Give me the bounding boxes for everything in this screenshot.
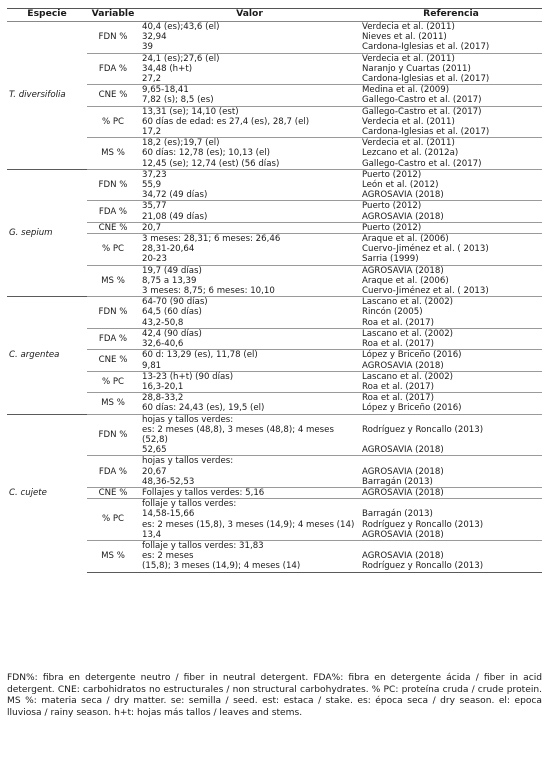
value-line: 28,8-33,2 xyxy=(142,393,184,404)
variable-label: FDA % xyxy=(87,53,139,85)
table-row xyxy=(7,540,542,572)
value-line: 19,7 (49 días) xyxy=(142,265,202,276)
value-line: 60 días: 12,78 (es); 10,13 (el) xyxy=(142,148,271,159)
reference-line: Lezcano et al. (2012a) xyxy=(362,148,459,159)
variable-label: FDN % xyxy=(87,414,139,456)
reference-cell xyxy=(360,222,542,233)
value-line: 21,08 (49 días) xyxy=(142,211,208,222)
reference-line: Naranjo y Cuartas (2011) xyxy=(362,63,471,74)
value-cell xyxy=(139,371,360,392)
reference-line: León et al. (2012) xyxy=(362,180,439,191)
reference-line: Lascano et al. (2002) xyxy=(362,371,454,382)
value-line: es: 2 meses (15,8), 3 meses (14,9); 4 meses (14) xyxy=(142,519,355,530)
variable-label: % PC xyxy=(87,371,139,392)
value-line: es: 2 meses xyxy=(142,551,194,562)
reference-line: López y Briceño (2016) xyxy=(362,350,462,361)
reference-line: Araque et al. (2006) xyxy=(362,234,449,245)
value-cell xyxy=(139,201,360,222)
value-line: es: 2 meses (48,8), 3 meses (48,8); 4 meses (52,8) xyxy=(142,424,334,445)
value-line: 48,36-52,53 xyxy=(142,476,195,487)
reference-cell xyxy=(360,456,542,488)
value-line: 28,31-20,64 xyxy=(142,244,195,255)
species-name: C. cujete xyxy=(7,414,87,572)
value-line: 34,48 (h+t) xyxy=(142,63,193,74)
value-cell xyxy=(139,138,360,170)
reference-line xyxy=(362,499,542,509)
reference-line: Rincón (2005) xyxy=(362,307,423,318)
value-cell xyxy=(139,456,360,488)
value-line: 60 d: 13,29 (es), 11,78 (el) xyxy=(142,350,258,361)
reference-cell xyxy=(360,328,542,349)
reference-line: Nieves et al. (2011) xyxy=(362,32,447,43)
table-row xyxy=(7,138,542,170)
value-line: 24,1 (es);27,6 (el) xyxy=(142,53,220,64)
value-line: 20,67 xyxy=(142,466,167,477)
value-cell xyxy=(139,22,360,54)
reference-cell xyxy=(360,201,542,222)
reference-cell xyxy=(360,106,542,138)
table-row xyxy=(7,106,542,138)
reference-line: Cuervo-Jiménez et al. ( 2013) xyxy=(362,244,489,255)
reference-line: Medina et al. (2009) xyxy=(362,85,450,96)
header-row xyxy=(7,9,542,22)
value-cell xyxy=(139,169,360,201)
variable-label: FDA % xyxy=(87,328,139,349)
reference-line: Puerto (2012) xyxy=(362,222,422,233)
value-line: 60 días: 24,43 (es), 19,5 (el) xyxy=(142,403,265,414)
value-line: 42,4 (90 días) xyxy=(142,328,202,339)
value-line: 32,94 xyxy=(142,32,167,43)
reference-line xyxy=(362,415,542,425)
reference-line: Lascano et al. (2002) xyxy=(362,328,454,339)
reference-line: AGROSAVIA (2018) xyxy=(362,466,444,477)
header-valor: Valor xyxy=(139,9,360,22)
reference-cell xyxy=(360,53,542,85)
reference-line: Cardona-Iglesias et al. (2017) xyxy=(362,42,490,53)
species-name: G. sepium xyxy=(7,169,87,296)
value-line: follaje y tallos verdes: xyxy=(142,499,237,510)
value-line: 16,3-20,1 xyxy=(142,381,184,392)
reference-line: AGROSAVIA (2018) xyxy=(362,529,444,540)
table-row xyxy=(7,201,542,222)
reference-cell xyxy=(360,393,542,414)
header-referencia: Referencia xyxy=(360,9,542,22)
value-line: 20-23 xyxy=(142,254,167,265)
value-line: 3 meses: 28,31; 6 meses: 26,46 xyxy=(142,234,281,245)
reference-line: Rodríguez y Roncallo (2013) xyxy=(362,561,484,572)
table-row xyxy=(7,85,542,106)
value-line: (15,8); 3 meses (14,9); 4 meses (14) xyxy=(142,561,301,572)
table-row xyxy=(7,265,542,297)
variable-label: % PC xyxy=(87,499,139,541)
forage-composition-table xyxy=(7,8,542,573)
reference-cell xyxy=(360,297,542,329)
value-line: 60 días de edad: es 27,4 (es), 28,7 (el) xyxy=(142,116,310,127)
value-line: 43,2-50,8 xyxy=(142,317,184,328)
value-line: 35,77 xyxy=(142,201,167,212)
value-cell xyxy=(139,393,360,414)
reference-line: Barragán (2013) xyxy=(362,509,433,520)
value-line: 64-70 (90 días) xyxy=(142,297,208,308)
value-cell xyxy=(139,234,360,266)
reference-cell xyxy=(360,371,542,392)
reference-line: Rodríguez y Roncallo (2013) xyxy=(362,519,484,530)
reference-line: Cuervo-Jiménez et al. ( 2013) xyxy=(362,286,489,297)
value-cell xyxy=(139,414,360,456)
variable-label: CNE % xyxy=(87,487,139,498)
reference-cell xyxy=(360,169,542,201)
reference-line: Gallego-Castro et al. (2017) xyxy=(362,95,482,106)
table-row xyxy=(7,414,542,456)
value-line: 7,82 (s); 8,5 (es) xyxy=(142,95,214,106)
value-line: Follajes y tallos verdes: 5,16 xyxy=(142,487,265,498)
value-line: 18,2 (es);19,7 (el) xyxy=(142,138,220,149)
table-row xyxy=(7,371,542,392)
reference-line: AGROSAVIA (2018) xyxy=(362,190,444,201)
reference-line: Gallego-Castro et al. (2017) xyxy=(362,158,482,169)
reference-cell xyxy=(360,540,542,572)
value-line: follaje y tallos verdes: 31,83 xyxy=(142,540,264,551)
table-row xyxy=(7,22,542,54)
value-line: 17,2 xyxy=(142,127,162,138)
reference-line: Roa et al. (2017) xyxy=(362,339,434,350)
reference-line: Verdecia et al. (2011) xyxy=(362,138,455,149)
value-line: 13,4 xyxy=(142,529,162,540)
value-line: 52,65 xyxy=(142,445,167,456)
value-cell xyxy=(139,265,360,297)
reference-line: Verdecia et al. (2011) xyxy=(362,22,455,32)
reference-cell xyxy=(360,350,542,371)
reference-line xyxy=(362,541,542,551)
table-row xyxy=(7,234,542,266)
reference-line: Barragán (2013) xyxy=(362,476,433,487)
header-variable: Variable xyxy=(87,9,139,22)
species-name: C. argentea xyxy=(7,297,87,414)
species-name: T. diversifolia xyxy=(7,22,87,170)
reference-line: Cardona-Iglesias et al. (2017) xyxy=(362,127,490,138)
value-line: 34,72 (49 días) xyxy=(142,190,208,201)
value-line: 14,58-15,66 xyxy=(142,509,195,520)
reference-cell xyxy=(360,414,542,456)
value-line: 37,23 xyxy=(142,169,167,180)
reference-line xyxy=(362,435,542,445)
variable-label: FDA % xyxy=(87,201,139,222)
table-row xyxy=(7,393,542,414)
reference-line xyxy=(362,456,542,466)
reference-line: Verdecia et al. (2011) xyxy=(362,53,455,64)
reference-line: AGROSAVIA (2018) xyxy=(362,445,444,456)
value-line: 9,65-18,41 xyxy=(142,85,189,96)
value-cell xyxy=(139,106,360,138)
table-row xyxy=(7,487,542,498)
value-line: 55,9 xyxy=(142,180,162,191)
reference-line: AGROSAVIA (2018) xyxy=(362,551,444,562)
reference-line: Cardona-Iglesias et al. (2017) xyxy=(362,74,490,85)
reference-line: Verdecia et al. (2011) xyxy=(362,116,455,127)
reference-line: AGROSAVIA (2018) xyxy=(362,487,444,498)
value-line: hojas y tallos verdes: xyxy=(142,414,234,425)
value-cell xyxy=(139,499,360,541)
reference-cell xyxy=(360,85,542,106)
reference-line: Rodríguez y Roncallo (2013) xyxy=(362,424,484,435)
reference-cell xyxy=(360,487,542,498)
reference-line: Roa et al. (2017) xyxy=(362,381,434,392)
table-row xyxy=(7,328,542,349)
variable-label: MS % xyxy=(87,138,139,170)
value-line: 39 xyxy=(142,42,153,53)
reference-cell xyxy=(360,234,542,266)
value-cell xyxy=(139,297,360,329)
variable-label: MS % xyxy=(87,540,139,572)
reference-cell xyxy=(360,265,542,297)
reference-line: Lascano et al. (2002) xyxy=(362,297,454,308)
table-row xyxy=(7,350,542,371)
value-line: 32,6-40,6 xyxy=(142,339,184,350)
value-cell xyxy=(139,85,360,106)
reference-line: Puerto (2012) xyxy=(362,169,422,180)
variable-label: FDA % xyxy=(87,456,139,488)
value-cell xyxy=(139,328,360,349)
table-row xyxy=(7,456,542,488)
variable-label: FDN % xyxy=(87,22,139,54)
variable-label: % PC xyxy=(87,234,139,266)
reference-line: Araque et al. (2006) xyxy=(362,275,449,286)
value-line: 40,4 (es);43,6 (el) xyxy=(142,22,220,32)
table-row xyxy=(7,169,542,201)
value-line: 3 meses: 8,75; 6 meses: 10,10 xyxy=(142,286,275,297)
table-body xyxy=(7,22,542,573)
reference-cell xyxy=(360,499,542,541)
value-cell xyxy=(139,53,360,85)
variable-label: CNE % xyxy=(87,85,139,106)
value-line: 9,81 xyxy=(142,360,162,371)
variable-label: MS % xyxy=(87,265,139,297)
reference-line: Gallego-Castro et al. (2017) xyxy=(362,106,482,117)
variable-label: % PC xyxy=(87,106,139,138)
reference-line: Puerto (2012) xyxy=(362,201,422,212)
header-especie: Especie xyxy=(7,9,87,22)
variable-label: FDN % xyxy=(87,297,139,329)
reference-cell xyxy=(360,138,542,170)
table-row xyxy=(7,297,542,329)
value-line: 13-23 (h+t) (90 días) xyxy=(142,371,234,382)
reference-line: Roa et al. (2017) xyxy=(362,393,434,404)
variable-label: CNE % xyxy=(87,350,139,371)
table-row xyxy=(7,499,542,541)
value-cell xyxy=(139,222,360,233)
value-cell xyxy=(139,350,360,371)
reference-line: AGROSAVIA (2018) xyxy=(362,360,444,371)
reference-cell xyxy=(360,22,542,54)
reference-line: Sarria (1999) xyxy=(362,254,419,265)
table-row xyxy=(7,222,542,233)
variable-label: CNE % xyxy=(87,222,139,233)
reference-line: AGROSAVIA (2018) xyxy=(362,265,444,276)
variable-label: FDN % xyxy=(87,169,139,201)
value-line: 8,75 a 13,39 xyxy=(142,275,197,286)
value-line: 27,2 xyxy=(142,74,162,85)
value-cell xyxy=(139,540,360,572)
value-line: 12,45 (se); 12,74 (est) (56 días) xyxy=(142,158,280,169)
table-row xyxy=(7,53,542,85)
value-line: 20,7 xyxy=(142,222,162,233)
value-line: 64,5 (60 días) xyxy=(142,307,202,318)
reference-line: AGROSAVIA (2018) xyxy=(362,211,444,222)
reference-line: López y Briceño (2016) xyxy=(362,403,462,414)
value-cell xyxy=(139,487,360,498)
reference-line: Roa et al. (2017) xyxy=(362,317,434,328)
table-footnote: FDN%: fibra en detergente neutro / fiber in neutral detergent. FDA%: fibra en detergente ácida / fiber in acid detergent. CNE: carbohidratos no estructurales / non structural carbohydrates. % PC: proteína cruda / crude protein. MS %: materia seca / dry matter. se: semilla / seed. est: estaca / stake. es: época seca / dry season. el: epoca lluviosa / rainy season. h+t: hojas más tallos / leaves and stems. xyxy=(7,673,542,718)
value-line: hojas y tallos verdes: xyxy=(142,456,234,467)
value-line: 13,31 (se); 14,10 (est) xyxy=(142,106,239,117)
variable-label: MS % xyxy=(87,393,139,414)
